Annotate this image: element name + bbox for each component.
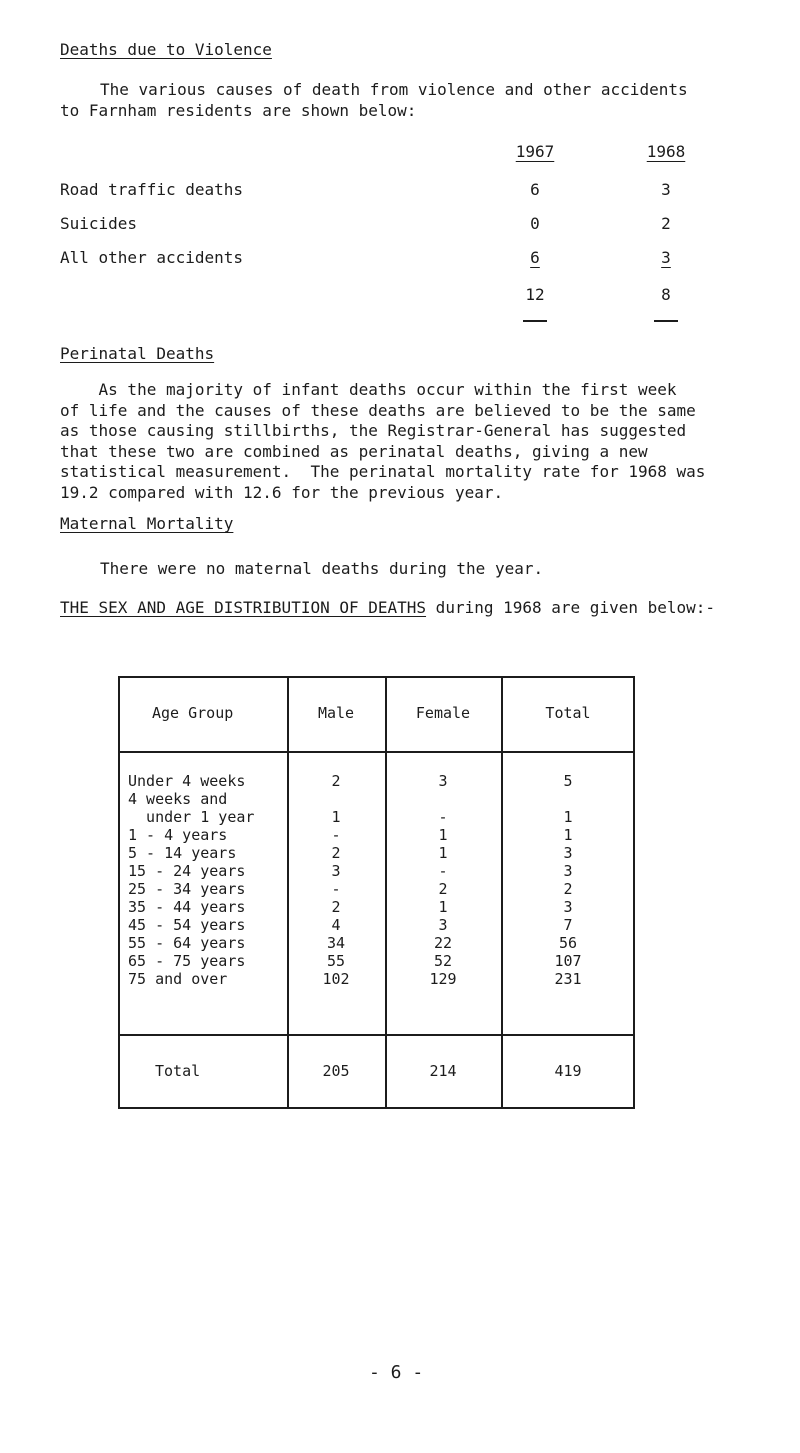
violence-heading: Deaths due to Violence — [60, 40, 272, 59]
perinatal-line: of life and the causes of these deaths are believed to be the same — [60, 400, 696, 420]
female-cell: 52 — [433, 952, 453, 970]
age-group-cell: 75 and over — [128, 970, 228, 988]
perinatal-line: 19.2 compared with 12.6 for the previous year. — [60, 482, 504, 502]
table-border — [118, 1107, 635, 1109]
total-cell: 3 — [563, 844, 573, 862]
perinatal-line: As the majority of infant deaths occur within the first week — [60, 380, 677, 399]
total-cell: 5 — [563, 772, 573, 790]
violence-intro — [60, 80, 780, 121]
age-group-cell: 15 - 24 years — [128, 862, 246, 880]
female-cell: - — [438, 808, 448, 826]
maternal-text: There were no maternal deaths during the year. — [100, 559, 544, 578]
perinatal-line: as those causing stillbirths, the Registrar-General has suggested — [60, 421, 687, 440]
maternal-heading: Maternal Mortality — [60, 514, 234, 533]
female-cell: - — [438, 862, 448, 880]
age-group-cell: 65 - 75 years — [128, 952, 246, 970]
age-group-cell: 45 - 54 years — [128, 916, 246, 934]
violence-intro-line: to Farnham residents are shown below: — [60, 100, 417, 120]
violence-value: 6 — [530, 248, 540, 267]
page-number: - 6 - — [369, 1362, 424, 1383]
male-cell: 55 — [326, 952, 346, 970]
male-cell: 3 — [331, 862, 341, 880]
age-group-cell: 1 - 4 years — [128, 826, 228, 844]
total-cell: 231 — [554, 970, 582, 988]
age-group-cell: 5 - 14 years — [128, 844, 237, 862]
perinatal-paragraph — [60, 380, 780, 503]
male-cell: 34 — [326, 934, 346, 952]
male-cell: 1 — [331, 808, 341, 826]
perinatal-line: statistical measurement. The perinatal mortality rate for 1968 was — [60, 462, 706, 481]
table-border — [118, 1034, 635, 1036]
male-cell: 102 — [322, 970, 350, 988]
total-double-rule — [523, 320, 547, 322]
total-cell: 7 — [563, 916, 573, 934]
female-cell: 1 — [438, 844, 448, 862]
age-group-cell: Under 4 weeks — [128, 772, 246, 790]
perinatal-line: that these two are combined as perinatal deaths, giving a new — [60, 441, 648, 461]
female-cell: 2 — [438, 880, 448, 898]
age-group-cell: under 1 year — [128, 808, 255, 826]
male-cell: - — [331, 826, 341, 844]
violence-value: 3 — [661, 180, 671, 199]
male-cell: 2 — [331, 772, 341, 790]
total-cell: 56 — [558, 934, 578, 952]
year-header-1967: 1967 — [515, 142, 555, 161]
total-double-rule — [654, 320, 678, 322]
violence-intro-line: The various causes of death from violence and other accidents — [100, 80, 688, 99]
total-cell: 2 — [563, 880, 573, 898]
total-female: 214 — [429, 1062, 457, 1080]
distribution-intro-rest: during 1968 are given below:- — [426, 598, 716, 617]
header-female: Female — [415, 704, 471, 722]
violence-total: 8 — [661, 285, 671, 304]
male-cell: 2 — [331, 898, 341, 916]
total-cell: 3 — [563, 862, 573, 880]
violence-value: 6 — [530, 180, 540, 199]
age-group-cell: 4 weeks and — [128, 790, 228, 808]
female-cell: 1 — [438, 826, 448, 844]
female-cell: 22 — [433, 934, 453, 952]
total-cell: 1 — [563, 826, 573, 844]
age-group-cell: 25 - 34 years — [128, 880, 246, 898]
header-male: Male — [317, 704, 355, 722]
table-border — [118, 751, 635, 753]
header-age-group: Age Group — [152, 704, 234, 722]
age-group-cell: 55 - 64 years — [128, 934, 246, 952]
violence-total: 12 — [525, 285, 545, 304]
distribution-intro-heading: THE SEX AND AGE DISTRIBUTION OF DEATHS — [60, 598, 427, 617]
total-cell: 107 — [554, 952, 582, 970]
female-cell: 3 — [438, 916, 448, 934]
male-cell: 4 — [331, 916, 341, 934]
table-border — [118, 676, 635, 678]
table-border — [633, 676, 635, 1109]
total-male: 205 — [322, 1062, 350, 1080]
male-cell: 2 — [331, 844, 341, 862]
violence-value: 2 — [661, 214, 671, 233]
distribution-intro — [60, 598, 715, 617]
header-total: Total — [545, 704, 591, 722]
violence-value: 0 — [530, 214, 540, 233]
age-distribution-table — [118, 676, 635, 1109]
age-group-cell: 35 - 44 years — [128, 898, 246, 916]
female-cell: 129 — [429, 970, 457, 988]
perinatal-heading: Perinatal Deaths — [60, 344, 215, 363]
male-cell: - — [331, 880, 341, 898]
table-border — [118, 676, 120, 1109]
total-cell: 1 — [563, 808, 573, 826]
table-border — [501, 676, 503, 1109]
violence-value: 3 — [661, 248, 671, 267]
total-cell: 3 — [563, 898, 573, 916]
violence-row-label: All other accidents — [60, 248, 244, 267]
female-cell: 3 — [438, 772, 448, 790]
violence-row-label: Road traffic deaths — [60, 180, 244, 199]
total-label: Total — [155, 1062, 201, 1080]
year-header-1968: 1968 — [646, 142, 686, 161]
violence-row-label: Suicides — [60, 214, 138, 233]
total-total: 419 — [554, 1062, 582, 1080]
female-cell: 1 — [438, 898, 448, 916]
